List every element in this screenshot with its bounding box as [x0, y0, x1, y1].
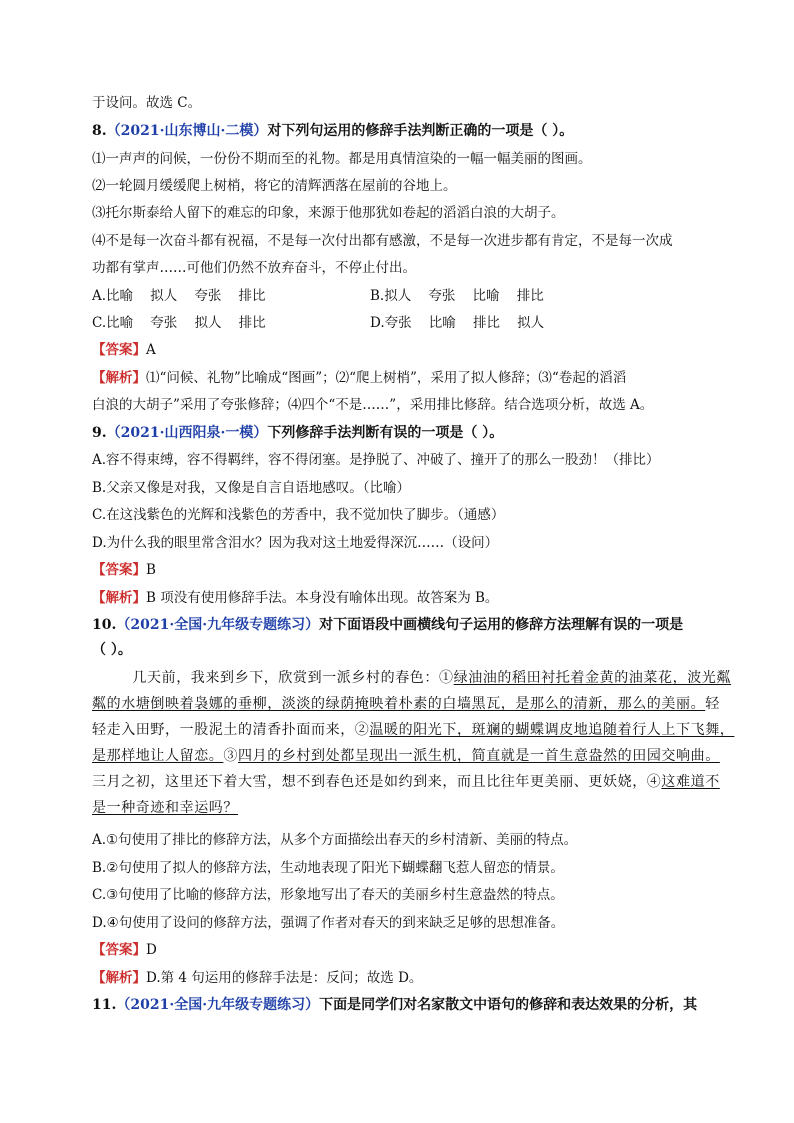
- answer-value: B: [146, 562, 156, 578]
- q9-option-d: D.为什么我的眼里常含泪水？因为我对这土地爱得深沉……（设问）: [92, 535, 499, 551]
- question-number: 10.: [92, 617, 117, 633]
- q8-item-4-cont: 功都有掌声……可他们仍然不放弃奋斗，不停止付出。: [92, 260, 416, 276]
- q10-analysis: [92, 968, 704, 988]
- option-a: A.比喻 拟人 夸张 排比: [92, 288, 266, 304]
- underlined-sentence-2-cont: 是那样地让人留恋。: [92, 748, 224, 764]
- question-text: 下面是同学们对名家散文中语句的修辞和表达效果的分析，其: [319, 997, 698, 1013]
- q8-item-2: ⑵一轮圆月缓缓爬上树梢，将它的清辉洒落在屋前的谷地上。: [92, 178, 457, 194]
- q10-answer: [92, 940, 704, 960]
- question-10-stem: [92, 615, 704, 635]
- question-text: 对下面语段中画横线句子运用的修辞方法理解有误的一项是: [319, 617, 684, 633]
- q8-options-row-1: [92, 286, 704, 306]
- question-source: （2021·山西阳泉·一模）: [106, 425, 268, 441]
- underlined-sentence-3: 四月的乡村到处都呈现出一派生机，简直就是一首生意盎然的田园交响曲。: [238, 748, 720, 764]
- q10-option-b: B.②句使用了拟人的修辞方法，生动地表现了阳光下蝴蝶翻飞惹人留恋的情景。: [92, 860, 564, 876]
- passage-text: 轻走入田野，一股泥土的清香扑面而来，②: [92, 722, 370, 738]
- option-b: B.拟人 夸张 比喻 排比: [370, 288, 544, 304]
- answer-value: A: [146, 342, 156, 358]
- analysis-tag: 【解析】: [92, 970, 146, 986]
- q9-option-b: B.父亲又像是对我，又像是自言自语地感叹。（比喻）: [92, 480, 410, 496]
- question-10-stem-cont: （ ）。: [92, 642, 132, 658]
- q8-answer: [92, 340, 704, 360]
- option-d: D.夸张 比喻 排比 拟人: [370, 315, 545, 331]
- underlined-sentence-4-cont: 是一种奇迹和幸运吗？: [92, 800, 238, 816]
- q8-item-4: ⑷不是每一次奋斗都有祝福，不是每一次付出都有感激，不是每一次进步都有肯定，不是每一次成: [92, 233, 673, 249]
- q10-option-c: C.③句使用了比喻的修辞方法，形象地写出了春天的美丽乡村生意盎然的特点。: [92, 887, 564, 903]
- passage-text: ③: [223, 748, 239, 764]
- answer-value: D: [146, 942, 157, 958]
- underlined-sentence-2: 温暖的阳光下，斑斓的蝴蝶调皮地追随着行人上下飞舞，: [369, 722, 735, 738]
- answer-tag: 【答案】: [92, 942, 146, 958]
- prev-analysis-fragment: 于设问。故选 C。: [92, 95, 202, 111]
- analysis-tag: 【解析】: [92, 590, 146, 606]
- q8-item-3: ⑶托尔斯泰给人留下的难忘的印象，来源于他那犹如卷起的滔滔白浪的大胡子。: [92, 205, 565, 221]
- underlined-sentence-1-cont: 粼的水塘倒映着袅娜的垂柳，淡淡的绿荫掩映着朴素的白墙黑瓦，是那么的清新，那么的美丽。: [92, 696, 706, 712]
- passage-text: 轻: [705, 696, 720, 712]
- question-number: 9.: [92, 425, 107, 441]
- question-text: 下列修辞手法判断有误的一项是（ ）。: [267, 425, 504, 441]
- option-c: C.比喻 夸张 拟人 排比: [92, 315, 266, 331]
- question-text: 对下列句运用的修辞手法判断正确的一项是（ ）。: [267, 123, 574, 139]
- answer-tag: 【答案】: [92, 342, 146, 358]
- answer-tag: 【答案】: [92, 562, 146, 578]
- question-11-stem: [92, 995, 704, 1015]
- q9-option-a: A.容不得束缚，容不得羁绊，容不得闭塞。是挣脱了、冲破了、撞开了的那么一股劲！（排比）: [92, 452, 660, 468]
- question-9-stem: [92, 423, 704, 443]
- question-8-stem: [92, 121, 704, 141]
- question-number: 8.: [92, 123, 107, 139]
- q10-option-d: D.④句使用了设问的修辞方法，强调了作者对春天的到来缺乏足够的思想准备。: [92, 915, 565, 931]
- analysis-text: B 项没有使用修辞手法。本身没有喻体出现。故答案为 B。: [146, 590, 499, 606]
- q9-answer: [92, 560, 704, 580]
- q9-option-c: C.在这浅紫色的光辉和浅紫色的芳香中，我不觉加快了脚步。（通感）: [92, 507, 505, 523]
- question-number: 11.: [92, 997, 117, 1013]
- q9-analysis: [92, 588, 704, 608]
- passage-line-3: [92, 720, 735, 740]
- question-source: （2021·山东博山·二模）: [106, 123, 268, 139]
- underlined-sentence-4: 这难道不: [661, 774, 720, 790]
- question-source: （2021·全国·九年级专题练习）: [116, 997, 320, 1013]
- passage-line-5: [92, 772, 720, 792]
- q8-analysis: [92, 368, 704, 388]
- passage-text: 三月之初，这里还下着大雪，想不到春色还是如约到来，而且比往年更美丽、更妖娆，④: [92, 774, 662, 790]
- q8-options-row-2: [92, 313, 704, 333]
- q8-item-1: ⑴一声声的问候，一份份不期而至的礼物。都是用真情渲染的一幅一幅美丽的图画。: [92, 151, 592, 167]
- analysis-tag: 【解析】: [92, 370, 146, 386]
- passage-line-1: [92, 668, 732, 688]
- passage-line-4: [92, 746, 720, 766]
- q8-analysis-cont: 白浪的大胡子”采用了夸张修辞；⑷四个“不是……”，采用排比修辞。结合选项分析，故选 A。: [92, 397, 654, 413]
- passage-line-6: [92, 798, 704, 818]
- question-source: （2021·全国·九年级专题练习）: [116, 617, 320, 633]
- passage-text: 几天前，我来到乡下，欣赏到一派乡村的春色：①: [92, 670, 454, 686]
- passage-line-2: [92, 694, 720, 714]
- underlined-sentence-1: 绿油油的稻田衬托着金黄的油菜花，波光粼: [453, 670, 732, 686]
- analysis-text: ⑴“问候、礼物”比喻成“图画”；⑵“爬上树梢”，采用了拟人修辞；⑶“卷起的滔滔: [146, 370, 627, 386]
- q10-option-a: A.①句使用了排比的修辞方法，从多个方面描绘出春天的乡村清新、美丽的特点。: [92, 832, 578, 848]
- analysis-text: D.第 4 句运用的修辞手法是：反问；故选 D。: [146, 970, 423, 986]
